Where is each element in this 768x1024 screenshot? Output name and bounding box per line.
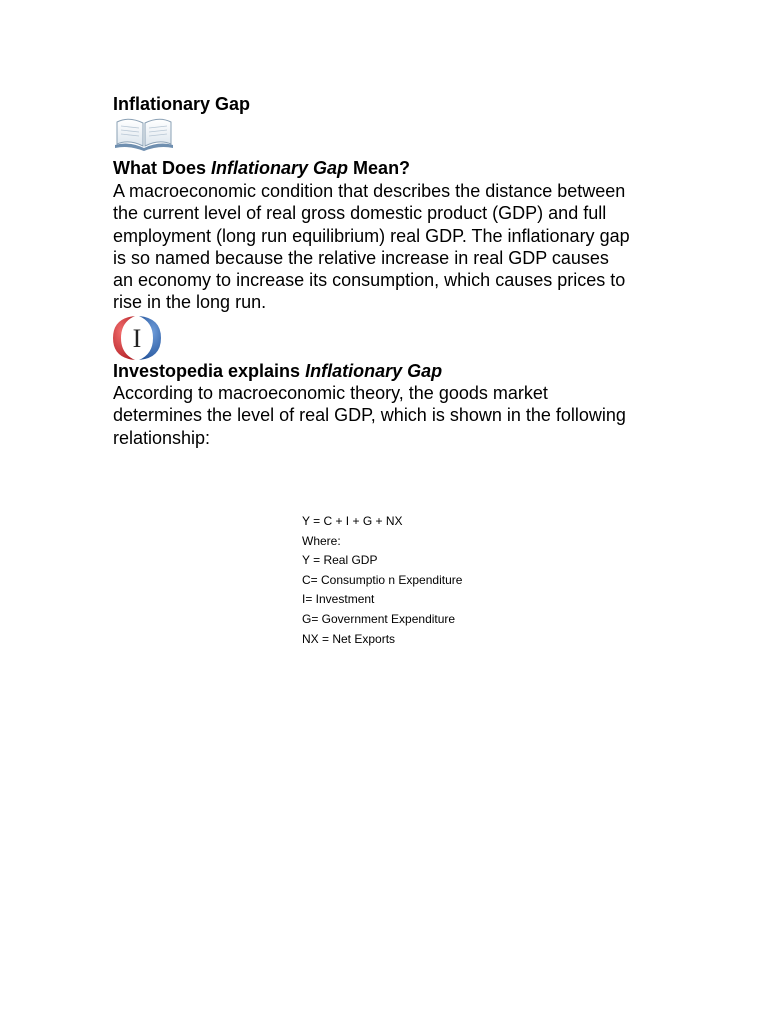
gdp-equation: Y = C + I + G + NX	[302, 514, 403, 528]
definition-item: I= Investment	[302, 592, 375, 607]
definition-paragraph	[113, 180, 673, 314]
definition-item: Y = Real GDP	[302, 553, 378, 568]
text-line: determines the level of real GDP, which is shown in the following	[113, 405, 626, 426]
definition-item: G= Government Expenditure	[302, 611, 456, 626]
investopedia-logo	[111, 314, 163, 362]
definition-item: C= Consumptio n Expenditure	[302, 572, 463, 587]
explanation-paragraph	[113, 382, 673, 449]
heading-prefix: What Does	[113, 158, 212, 178]
text-line: employment (long run equilibrium) real GDP. The inflationary gap	[113, 225, 630, 246]
logo-letter: I	[132, 324, 142, 353]
where-label: Where:	[302, 533, 341, 548]
text-line: relationship:	[113, 427, 211, 448]
section-heading-explains	[113, 360, 442, 382]
page-title: Inflationary Gap	[113, 94, 251, 114]
heading-italic-term: Inflationary Gap	[211, 158, 349, 178]
heading-suffix: Mean?	[348, 158, 411, 178]
open-book-icon	[113, 114, 175, 152]
text-line: rise in the long run.	[113, 292, 267, 313]
formula-figure	[302, 512, 462, 649]
text-line: is so named because the relative increase in real GDP causes	[113, 247, 609, 268]
text-line: an economy to increase its consumption, which causes prices to	[113, 270, 626, 291]
heading-italic-term: Inflationary Gap	[305, 361, 443, 381]
text-line: According to macroeconomic theory, the goods market	[113, 383, 548, 403]
text-line: the current level of real gross domestic product (GDP) and full	[113, 203, 607, 224]
section-heading-meaning	[113, 157, 410, 179]
definition-item: NX = Net Exports	[302, 631, 396, 646]
text-line: A macroeconomic condition that describes the distance between	[113, 181, 626, 201]
heading-prefix: Investopedia explains	[113, 361, 306, 381]
